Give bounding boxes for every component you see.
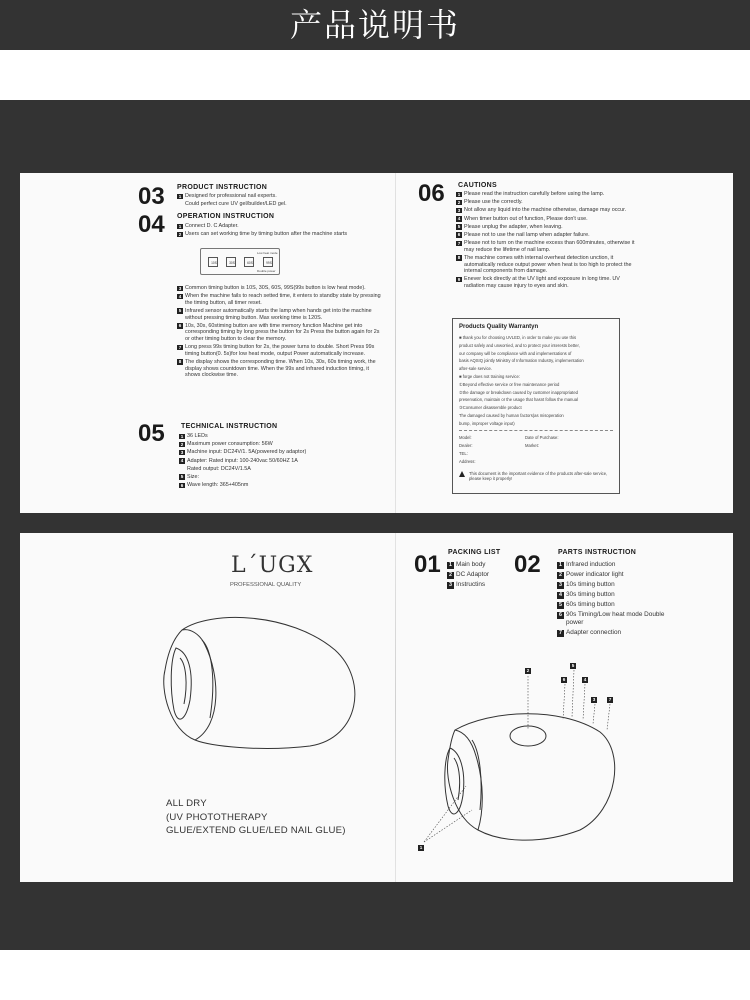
list-item	[177, 193, 357, 200]
item-text: Instructins	[456, 581, 486, 588]
item-text: Please not to use the nail lamp when adapter failure.	[464, 231, 590, 238]
item-number: 7	[457, 240, 461, 246]
section-number-03: 03	[138, 183, 165, 210]
list-item	[456, 255, 641, 275]
warranty-fields	[459, 434, 613, 466]
item-text: Connect D. C Adapter.	[185, 223, 239, 229]
item-text: Rated output: DC24V/1.5A	[187, 465, 251, 472]
operation-instruction-list	[177, 223, 367, 239]
item-number: 5	[559, 601, 562, 608]
item-number: 3	[178, 285, 182, 291]
item-text: When timer button out of function, Please don't use.	[464, 215, 588, 222]
item-text: Power indicator light	[566, 571, 624, 578]
warranty-title: Products Quality Warrantyn	[459, 324, 539, 330]
warranty-line: The damaged caused by human factors(as misoperation	[459, 412, 564, 418]
warranty-line: ②the damage or breakdown caused by customer inappropriated	[459, 389, 578, 395]
item-text: Please use the correctly.	[464, 199, 523, 206]
item-text: The machine comes with internal overheat detection unction, it automatically reduce output power when heat is too high to protect the internal components from damage.	[464, 254, 632, 275]
item-text: Not allow any liquid into the machine otherwise, damage may occur.	[464, 207, 627, 214]
list-item	[177, 231, 367, 238]
technical-instruction-list	[179, 433, 369, 490]
parts-diagram	[410, 660, 650, 860]
nail-lamp-illustration	[150, 600, 370, 760]
desc-line-2: (UV PHOTOTHERAPY	[166, 811, 268, 823]
page-fold	[395, 173, 396, 513]
item-number: 5	[180, 474, 184, 480]
list-item	[179, 458, 369, 465]
item-text: The display shows the corresponding time. When 10s, 30s, 60s timing work, the display shows countdown time. When the 99s and infrared induction timing, it shows clockwise time.	[185, 358, 376, 379]
item-number: 2	[457, 199, 461, 205]
list-item	[177, 285, 382, 292]
brand-tagline: PROFESSIONAL QUALITY	[230, 582, 302, 588]
section-number-04: 04	[138, 211, 165, 238]
item-number: 2	[559, 571, 562, 578]
item-number: 7	[559, 629, 562, 636]
item-text: Common timing button is 10S, 30S, 60S, 99S(99s button is low heat mode).	[185, 285, 366, 291]
item-number: 1	[178, 223, 182, 229]
list-item	[557, 629, 667, 637]
item-text: Maximum power consumption: 56W	[187, 441, 273, 448]
item-text: Please unplug the adapter, when leaving.	[464, 223, 563, 230]
item-text: Long press 99s timing button for 2s, the power turns to double. Short Press 99s timing button(0. 5s)for low heat mode, output Power automatically increase.	[185, 344, 375, 357]
item-number: 7	[178, 344, 182, 350]
timing-button-99s: 99S	[263, 257, 273, 267]
warranty-line: bump, improper voltage input)	[459, 420, 515, 426]
item-number: 1	[559, 561, 562, 568]
section-number-01: 01	[414, 551, 441, 578]
item-number: 4	[457, 216, 461, 222]
item-text: Wave length: 365+405nm	[187, 482, 249, 489]
list-item	[456, 232, 641, 239]
item-text: Machine input: DC24V/1. 5A(powered by adaptor)	[187, 449, 307, 456]
item-text: Main body	[456, 561, 486, 568]
parts-instruction-title: PARTS INSTRUCTION	[558, 549, 637, 556]
item-text: DC Adaptor	[456, 571, 490, 578]
item-number: 5	[178, 308, 182, 314]
warranty-line: after-sale service.	[459, 366, 493, 372]
list-item	[179, 466, 369, 473]
list-item	[456, 224, 641, 231]
item-text: Could perfect cure UV gel/builder/LED gel.	[185, 201, 287, 208]
white-strip	[0, 50, 750, 100]
parts-instruction-list	[557, 561, 667, 639]
product-instruction-list	[177, 193, 357, 209]
list-item	[557, 611, 667, 627]
item-text: Designed for professional nail experts.	[185, 193, 277, 199]
technical-instruction-title: TECHNICAL INSTRUCTION	[181, 423, 278, 430]
list-item	[557, 571, 667, 579]
item-number: 3	[449, 581, 452, 588]
diagram-marker-7: 7	[608, 697, 612, 702]
list-item	[177, 344, 382, 357]
list-item	[179, 482, 369, 489]
item-text: Infrared sensor automatically starts the lamp when hands get into the machine without pressing timing button. Max working time is 120S.	[185, 307, 372, 321]
list-item	[177, 223, 367, 230]
item-number: 1	[449, 561, 452, 568]
warranty-text	[459, 334, 613, 373]
item-text: When the machine fails to reach setted time, it enters to standby state by pressing the timing button, all timer reset.	[185, 293, 381, 306]
cautions-title: CAUTIONS	[458, 182, 497, 189]
item-text: Please not to turn on the machine excess than 600minutes, otherwise it may reduce the lifetime of nail lamp.	[464, 240, 635, 253]
item-number: 6	[180, 482, 184, 488]
warranty-line: ③Consumer disassemble product	[459, 405, 522, 411]
item-number: 2	[180, 441, 184, 447]
field-market: Market:	[525, 442, 539, 448]
list-item	[557, 601, 667, 609]
item-text: Enever lock directly at the UV light and exposure in long time. UV radiation may cause injury to eyes and skin.	[464, 276, 620, 289]
list-item	[179, 441, 369, 448]
field-tel: TEL:	[459, 450, 468, 456]
warranty-not-free-title: ■ forge does not training service:	[459, 373, 520, 379]
list-item	[447, 561, 517, 569]
item-number: 2	[178, 231, 182, 237]
item-text: 90s Timing/Low heat mode Double power	[566, 611, 665, 626]
timing-button-30s: 30S	[226, 257, 236, 267]
list-item	[456, 199, 641, 206]
item-text: 10s, 30s, 60stiming button are with time memory function Machine get into corresponding timing by long press the button for 2s Press the button again for 2s or other timing button to clear the memory.	[185, 322, 380, 342]
diagram-marker-6: 6	[562, 677, 566, 682]
field-address: Address:	[459, 458, 476, 464]
list-item	[456, 216, 641, 223]
list-item	[456, 276, 641, 289]
field-model: Model:	[459, 434, 472, 440]
item-number: 9	[457, 276, 461, 282]
warranty-card	[452, 318, 620, 494]
list-item	[179, 449, 369, 456]
item-text: Size:	[187, 473, 199, 480]
page-title: 产品说明书	[0, 0, 750, 50]
operation-steps-list	[177, 285, 382, 380]
packing-list	[447, 561, 517, 591]
item-number: 6	[457, 232, 461, 238]
item-number: 4	[180, 458, 184, 464]
field-date: Date of Purchase:	[525, 434, 559, 440]
item-number: 4	[178, 293, 182, 299]
list-item	[456, 207, 641, 214]
desc-line-1: ALL DRY	[166, 798, 207, 809]
item-text: 10s timing button	[566, 581, 615, 588]
panel-label-low-heat: Low heat mode	[257, 251, 278, 255]
packing-list-title: PACKING LIST	[448, 549, 501, 556]
list-item	[177, 201, 357, 208]
diagram-marker-3: 3	[592, 697, 596, 702]
warning-icon	[459, 471, 465, 477]
item-text: Please read the instruction carefully before using the lamp.	[464, 191, 605, 197]
item-text: Adapter connection	[566, 629, 622, 636]
warranty-line: ①Beyond effective service or free maintenance period	[459, 381, 560, 387]
list-item	[177, 293, 382, 306]
list-item	[179, 433, 369, 440]
operation-instruction-title: OPERATION INSTRUCTION	[177, 213, 275, 220]
warranty-line: product safely and unworried, and to protect your interests better,	[459, 342, 580, 348]
item-number: 1	[180, 433, 184, 439]
diagram-marker-5: 5	[571, 663, 575, 668]
section-number-06: 06	[418, 180, 445, 207]
section-number-05: 05	[138, 420, 165, 447]
item-number: 4	[559, 591, 562, 598]
warranty-line: basis AQSIQ jointly Ministry of Information Industry, implementation	[459, 358, 584, 364]
list-item	[557, 581, 667, 589]
control-panel-diagram	[200, 248, 280, 275]
item-number: 8	[178, 359, 182, 365]
list-item	[447, 581, 517, 589]
item-number: 8	[457, 255, 461, 261]
item-number: 3	[457, 207, 461, 213]
field-dealer: Dealer:	[459, 442, 473, 448]
list-item	[456, 240, 641, 253]
list-item	[179, 474, 369, 481]
product-description	[166, 797, 346, 838]
item-text: Users can set working time by timing button after the machine starts	[185, 231, 348, 238]
list-item	[447, 571, 517, 579]
desc-line-3: GLUE/EXTEND GLUE/LED NAIL GLUE)	[166, 825, 346, 837]
product-instruction-title: PRODUCT INSTRUCTION	[177, 184, 268, 191]
item-number: 2	[449, 571, 452, 578]
cautions-list	[456, 191, 641, 291]
warranty-not-free-items	[459, 381, 613, 428]
page-fold	[395, 533, 396, 882]
item-number: 1	[178, 193, 182, 199]
item-text: Adapter: Rated input: 100-240vac 50/60HZ 1A	[187, 457, 298, 464]
list-item	[177, 308, 382, 321]
section-number-02: 02	[514, 551, 541, 578]
item-number: 3	[559, 581, 562, 588]
item-number: 1	[457, 191, 461, 197]
list-item	[557, 561, 667, 569]
item-text: 30s timing button	[566, 591, 615, 598]
list-item	[456, 191, 641, 198]
item-number: 6	[559, 611, 562, 618]
list-item	[557, 591, 667, 599]
item-number: 3	[180, 449, 184, 455]
panel-label-double-power: Double power	[257, 269, 276, 273]
item-number: 6	[178, 323, 182, 329]
warranty-line: ■ thank you for choosing UVLED, in order to make you use this	[459, 335, 577, 340]
item-text: Infrared induction	[566, 561, 616, 568]
item-text: 36 LEDs	[187, 433, 208, 439]
diagram-marker-2: 2	[526, 668, 530, 673]
item-number: 5	[457, 224, 461, 230]
diagram-marker-4: 4	[583, 677, 587, 682]
warranty-note: This document is the important evidence of the products after-sale service, please keep it properly!	[459, 471, 613, 481]
timing-button-60s: 60S	[244, 257, 254, 267]
warranty-line: our company will be compliance with and implementations of	[459, 350, 572, 356]
warranty-line: preservation, maintain or the usage that hasnt follow the manual	[459, 397, 578, 403]
timing-button-10s: 10S	[208, 257, 218, 267]
brand-logo: L´UGX	[231, 553, 314, 578]
diagram-marker-1: 1	[419, 845, 423, 850]
item-text: 60s timing button	[566, 601, 615, 608]
list-item	[177, 323, 382, 343]
list-item	[177, 359, 382, 379]
